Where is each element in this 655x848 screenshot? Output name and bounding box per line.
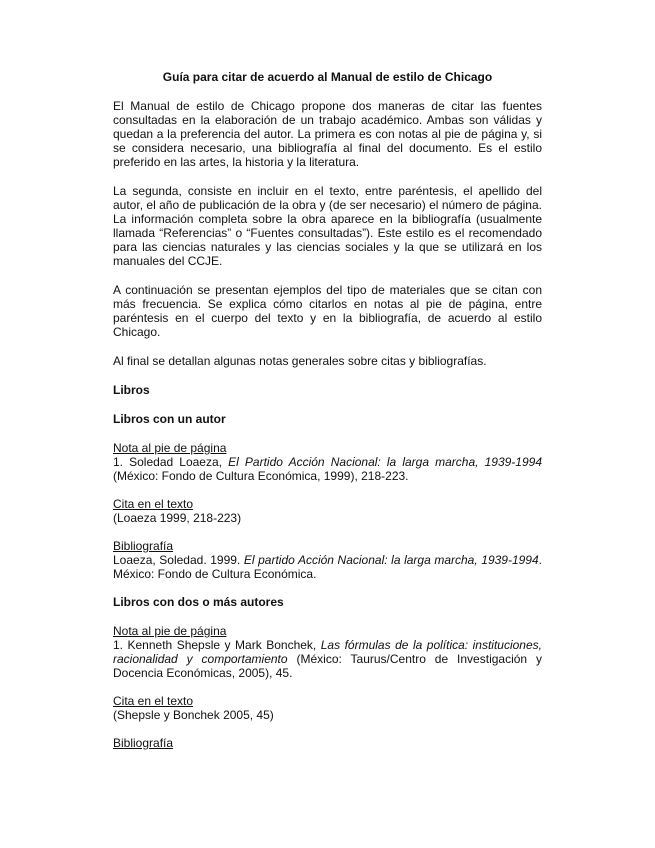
footnote-label: Nota al pie de página: [113, 624, 227, 638]
subheading-multiple-authors: Libros con dos o más autores: [113, 595, 284, 609]
citation-entry: (Loaeza 1999, 218-223): [113, 511, 242, 525]
document-title: Guía para citar de acuerdo al Manual de estilo de Chicago: [162, 70, 493, 84]
footnote-entry: 1. Soledad Loaeza, El Partido Acción Nacional: la larga marcha, 1939-1994 (México: Fondo de Cultura Económica, 1999), 218-223.: [113, 455, 542, 483]
footnote-entry: 1. Kenneth Shepsle y Mark Bonchek, Las fórmulas de la política: instituciones, racionalidad y comportamiento (México: Taurus/Centro de Investigación y Docencia Económicas, 2005), 45.: [113, 638, 542, 680]
citation-label: Cita en el texto: [113, 694, 194, 708]
footnote-example-one-author: [113, 441, 542, 483]
subheading-one-author: Libros con un autor: [113, 412, 226, 426]
footnote-label: Nota al pie de página: [113, 441, 227, 455]
bibliography-example-one-author: [113, 539, 542, 581]
bibliography-example-multiple-authors: [113, 736, 542, 750]
intro-paragraph-2: La segunda, consiste en incluir en el texto, entre paréntesis, el apellido del autor, el año de publicación de la obra y (de ser necesario) el número de página. La información completa sobre la obra aparece en la bibliografía (usualmente llamada “Referencias” o “Fuentes consultadas”). Este estilo es el recomendado para las ciencias naturales y las ciencias sociales y la que se utilizará en los manuales del CCJE.: [113, 184, 542, 268]
citation-example-multiple-authors: [113, 694, 542, 722]
citation-entry: (Shepsle y Bonchek 2005, 45): [113, 708, 274, 722]
bibliography-label: Bibliografía: [113, 539, 174, 553]
footnote-example-multiple-authors: [113, 624, 542, 680]
citation-example-one-author: [113, 497, 542, 525]
intro-paragraph-3: A continuación se presentan ejemplos del tipo de materiales que se citan con más frecuencia. Se explica cómo citarlos en notas al pie de página, entre paréntesis en el cuerpo del texto y en la bibliografía, de acuerdo al estilo Chicago.: [113, 283, 542, 339]
document-body: [113, 70, 542, 764]
bibliography-label: Bibliografía: [113, 736, 174, 750]
citation-label: Cita en el texto: [113, 497, 194, 511]
intro-paragraph-4: Al final se detallan algunas notas generales sobre citas y bibliografías.: [113, 354, 487, 368]
bibliography-entry: Loaeza, Soledad. 1999. El partido Acción Nacional: la larga marcha, 1939-1994. México: Fondo de Cultura Económica.: [113, 553, 542, 581]
intro-paragraph-1: El Manual de estilo de Chicago propone dos maneras de citar las fuentes consultadas en la elaboración de un trabajo académico. Ambas son válidas y quedan a la preferencia del autor. La primera es con notas al pie de página y, si se considera necesario, una bibliografía al final del documento. Es el estilo preferido en las artes, la historia y la literatura.: [113, 99, 542, 169]
section-heading-libros: Libros: [113, 383, 150, 397]
